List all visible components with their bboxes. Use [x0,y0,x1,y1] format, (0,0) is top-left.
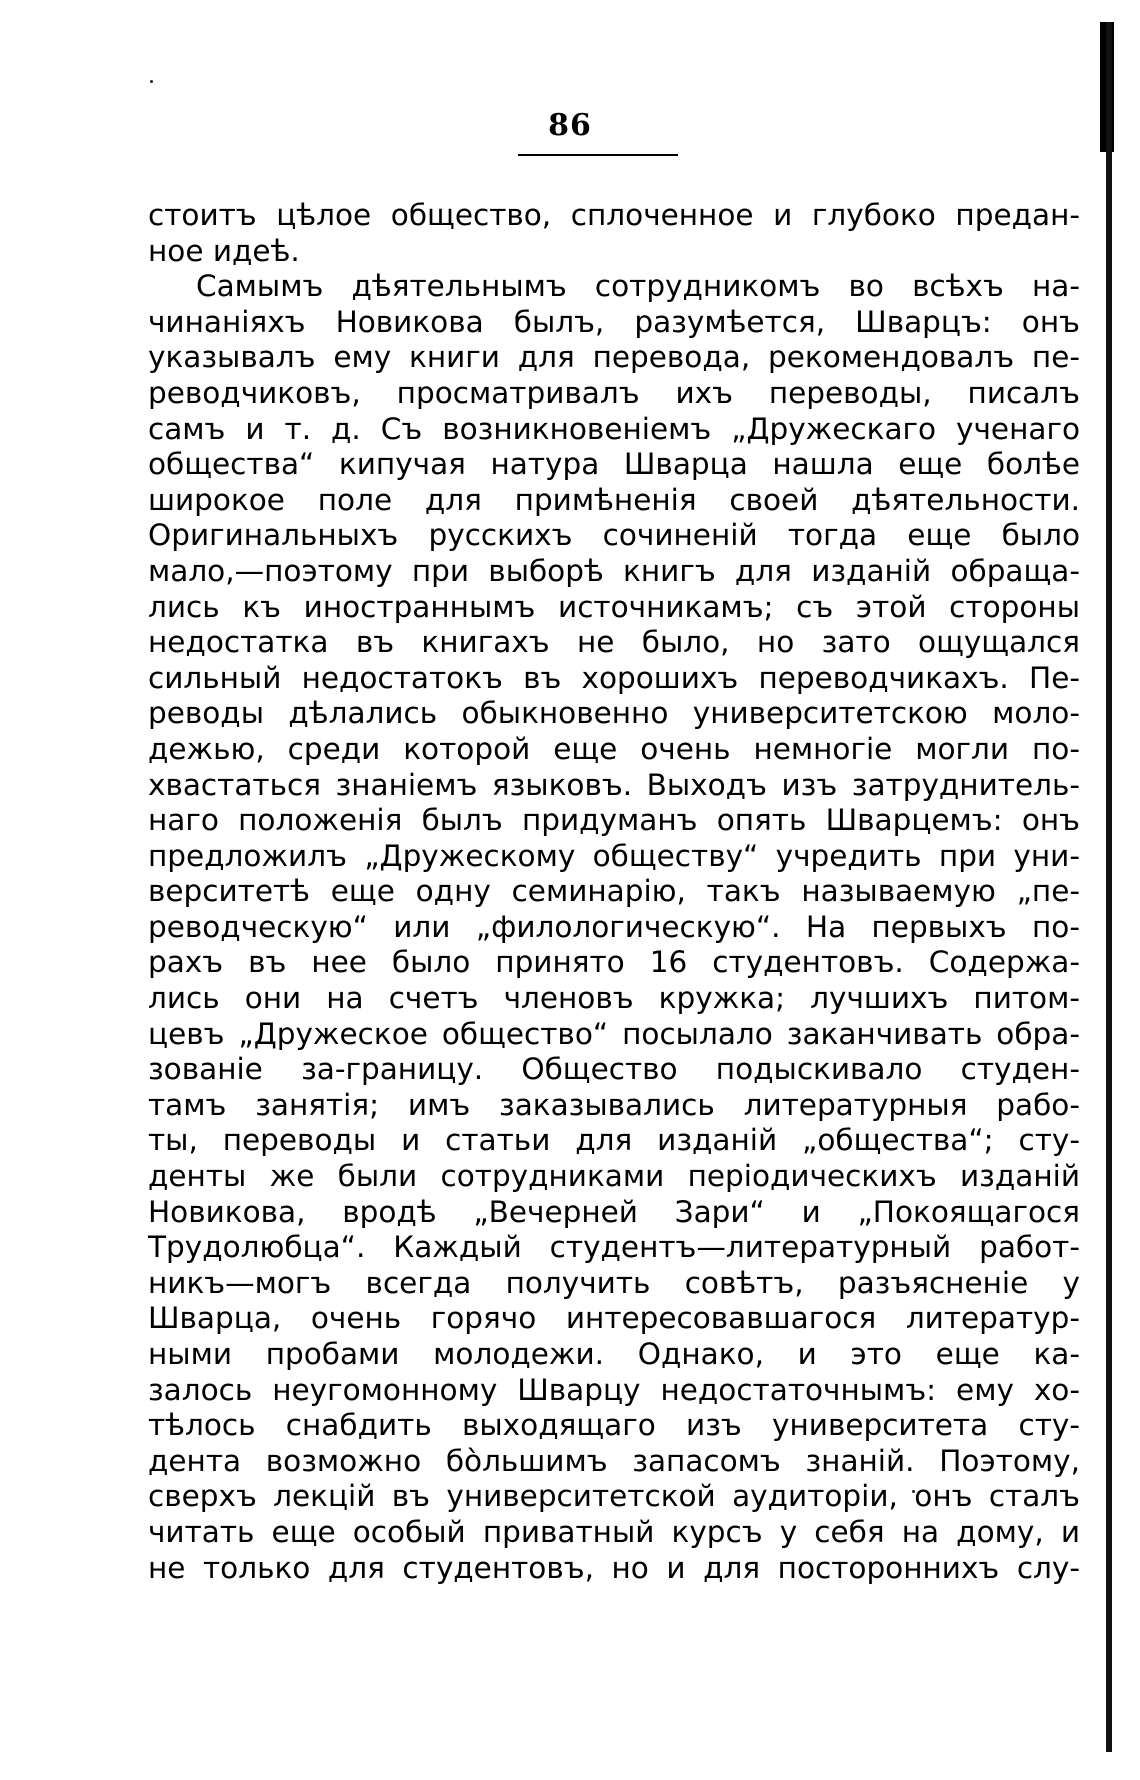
text-line: ными пробами молодежи. Однако, и это еще ка- [148,1337,1080,1371]
page-number-rule [518,154,678,156]
text-line: реводческую“ или „филологическую“. На первыхъ по- [148,909,1080,944]
text-line: Оригинальныхъ русскихъ сочиненій тогда еще было [148,518,1080,553]
print-speck [150,80,153,83]
text-line: читать еще особый приватный курсъ у себя на дому, и [148,1514,1080,1549]
text-line: реводчиковъ, просматривалъ ихъ переводы, писалъ [148,375,1080,410]
text-line: тѣлось снабдить выходящаго изъ университета сту- [148,1408,1080,1443]
page-edge [1106,22,1112,1752]
text-line: залось неугомонному Шварцу недостаточнымъ: ему хо- [148,1372,1080,1407]
text-line: реводы дѣлались обыкновенно университетскою моло- [148,696,1080,731]
text-line: дежью, среди которой еще очень немногіе могли по- [148,731,1080,766]
text-line: ты, переводы и статьи для изданій „общества“; сту- [148,1123,1080,1158]
text-line: дента возможно бо̀льшимъ запасомъ знаній. Поэтому, [148,1443,1080,1478]
body-text [148,198,1080,1586]
text-line: верситетѣ еще одну семинарію, такъ называемую „пе- [148,874,1080,909]
text-line: стоитъ цѣлое общество, сплоченное и глубоко предан- [148,198,1080,232]
text-line: хвастаться знаніемъ языковъ. Выходъ изъ затруднитель- [148,767,1080,802]
text-line: мало,—поэтому при выборѣ книгъ для изданій обраща- [148,553,1080,588]
text-line: рахъ въ нее было принято 16 студентовъ. Содержа- [148,945,1080,980]
text-line: сильный недостатокъ въ хорошихъ переводчикахъ. Пе- [148,660,1080,695]
text-line: сверхъ лекцій въ университетской аудиторіи, онъ сталъ [148,1479,1080,1514]
text-line: общества“ кипучая натура Шварца нашла еще болѣе [148,447,1080,482]
text-line: никъ—могъ всегда получить совѣтъ, разъясненіе у [148,1265,1080,1300]
text-line: указывалъ ему книги для перевода, рекомендовалъ пе- [148,340,1080,375]
text-line: недостатка въ книгахъ не было, но зато ощущался [148,625,1080,660]
text-line: чинаніяхъ Новикова былъ, разумѣется, Шварцъ: онъ [148,304,1080,339]
text-line: лись они на счетъ членовъ кружка; лучшихъ питом- [148,981,1080,1016]
text-line: лись къ иностраннымъ источникамъ; съ этой стороны [148,589,1080,624]
text-line: тамъ занятія; имъ заказывались литературныя рабо- [148,1087,1080,1122]
page-number: 86 [548,108,592,143]
text-line: наго положенія былъ придуманъ опять Шварцемъ: онъ [148,803,1080,838]
text-line: денты же были сотрудниками періодическихъ изданій [148,1159,1080,1194]
text-line: Самымъ дѣятельнымъ сотрудникомъ во всѣхъ на- [196,269,1080,304]
text-line: Новикова, вродѣ „Вечерней Зари“ и „Покоящагося [148,1194,1080,1229]
text-line: Шварца, очень горячо интересовавшагося литератур- [148,1301,1080,1336]
text-line: предложилъ „Дружескому обществу“ учредить при уни- [148,838,1080,873]
text-line: Трудолюбца“. Каждый студентъ—литературный работ- [148,1230,1080,1265]
text-line: широкое поле для примѣненія своей дѣятельности. [148,482,1080,517]
text-line: цевъ „Дружеское общество“ посылало заканчивать обра- [148,1016,1080,1051]
text-line: самъ и т. д. Съ возникновеніемъ „Дружескаго ученаго [148,411,1080,446]
text-line: не только для студентовъ, но и для постороннихъ слу- [148,1550,1080,1585]
text-line: ное идеѣ. [148,233,300,268]
text-line: зованіе за-границу. Общество подыскивало студен- [148,1052,1080,1087]
